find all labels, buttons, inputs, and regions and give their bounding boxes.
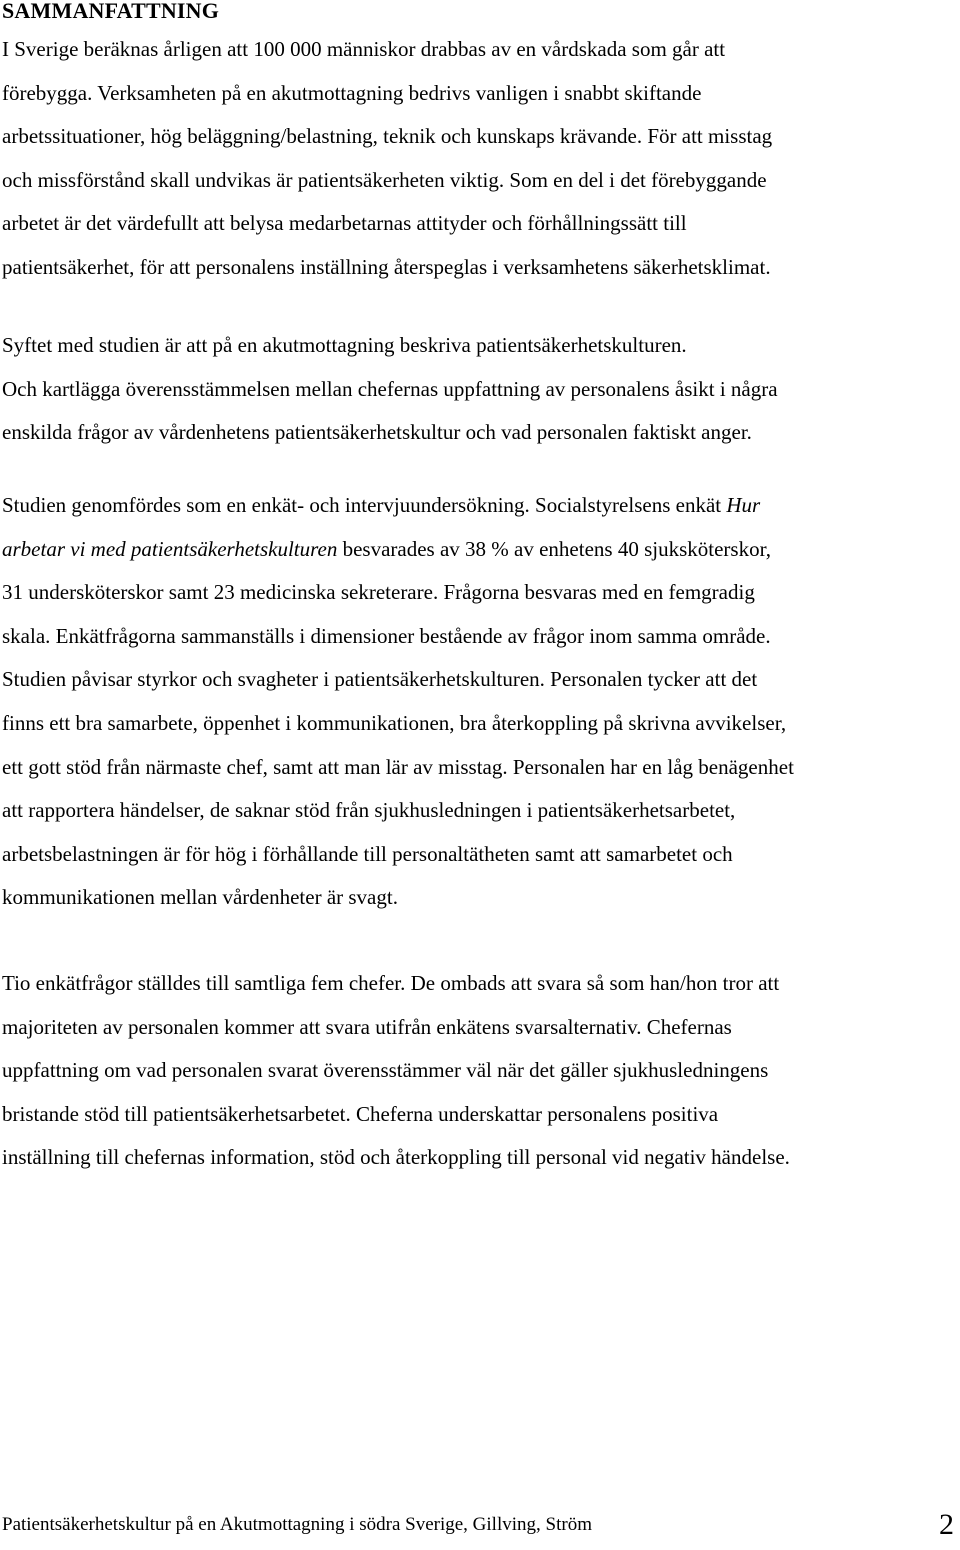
text-line: majoriteten av personalen kommer att svara utifrån enkätens svarsalternativ. Chefernas bbox=[2, 1014, 732, 1039]
text-line: förebygga. Verksamheten på en akutmottagning bedrivs vanligen i snabbt skiftande bbox=[2, 80, 702, 105]
text-line: Syftet med studien är att på en akutmottagning beskriva patientsäkerhetskulturen. bbox=[2, 333, 687, 357]
text-line: finns ett bra samarbete, öppenhet i kommunikationen, bra återkoppling på skrivna avvikelser, bbox=[2, 710, 787, 735]
text-line: arbetet är det värdefullt att belysa medarbetarnas attityder och förhållningssätt till bbox=[2, 211, 687, 236]
text-line: arbetsbelastningen är för hög i förhållande till personaltätheten samt att samarbetet och bbox=[2, 841, 733, 866]
text-line: enskilda frågor av vårdenhetens patientsäkerhetskultur och vad personalen faktiskt anger. bbox=[2, 420, 752, 445]
text-line: Och kartlägga överensstämmelsen mellan chefernas uppfattning av personalens åsikt i några bbox=[2, 376, 778, 401]
text-line: skala. Enkätfrågorna sammanställs i dimensioner bestående av frågor inom samma område. bbox=[2, 623, 771, 648]
text-line: uppfattning om vad personalen svarat överensstämmer väl när det gäller sjukhusledningens bbox=[2, 1058, 769, 1083]
page-number: 2 bbox=[939, 1508, 954, 1541]
paragraph-managers bbox=[2, 962, 958, 1180]
text-line: och missförstånd skall undvikas är patientsäkerheten viktig. Som en del i det förebyggande bbox=[2, 167, 767, 192]
text-line: I Sverige beräknas årligen att 100 000 människor drabbas av en vårdskada som går att bbox=[2, 37, 726, 61]
section-heading: SAMMANFATTNING bbox=[2, 0, 220, 23]
text-segment: besvarades av 38 % av enhetens 40 sjuksköterskor, bbox=[337, 536, 771, 561]
footer-title: Patientsäkerhetskultur på en Akutmottagning i södra Sverige, Gillving, Ström bbox=[2, 1514, 592, 1535]
text-line: bristande stöd till patientsäkerhetsarbetet. Cheferna underskattar personalens positiva bbox=[2, 1101, 719, 1126]
paragraph-method-results bbox=[2, 484, 958, 920]
survey-title-part2: arbetar vi med patientsäkerhetskulturen bbox=[2, 536, 338, 561]
text-segment: Studien genomfördes som en enkät- och intervjuundersökning. Socialstyrelsens enkät bbox=[2, 493, 727, 517]
text-line: patientsäkerhet, för att personalens inställning återspeglas i verksamhetens säkerhetsklimat. bbox=[2, 254, 771, 279]
text-line bbox=[2, 528, 958, 572]
text-line: Studien påvisar styrkor och svagheter i patientsäkerhetskulturen. Personalen tycker att det bbox=[2, 667, 758, 692]
text-line: 31 undersköterskor samt 23 medicinska sekreterare. Frågorna besvaras med en femgradig bbox=[2, 580, 755, 605]
text-line bbox=[2, 484, 958, 528]
text-line: ett gott stöd från närmaste chef, samt att man lär av misstag. Personalen har en låg benägenhet bbox=[2, 754, 794, 779]
text-line: arbetssituationer, hög beläggning/belastning, teknik och kunskaps krävande. För att misstag bbox=[2, 124, 773, 149]
text-line: att rapportera händelser, de saknar stöd från sjukhusledningen i patientsäkerhetsarbetet, bbox=[2, 798, 736, 823]
text-line: Tio enkätfrågor ställdes till samtliga fem chefer. De ombads att svara så som han/hon tror att bbox=[2, 971, 780, 995]
survey-title-part1: Hur bbox=[726, 493, 761, 517]
text-line: inställning till chefernas information, stöd och återkoppling till personal vid negativ händelse. bbox=[2, 1145, 790, 1170]
text-line: kommunikationen mellan vårdenheter är svagt. bbox=[2, 885, 398, 910]
paragraph-intro bbox=[2, 28, 958, 290]
paragraph-purpose bbox=[2, 324, 958, 455]
